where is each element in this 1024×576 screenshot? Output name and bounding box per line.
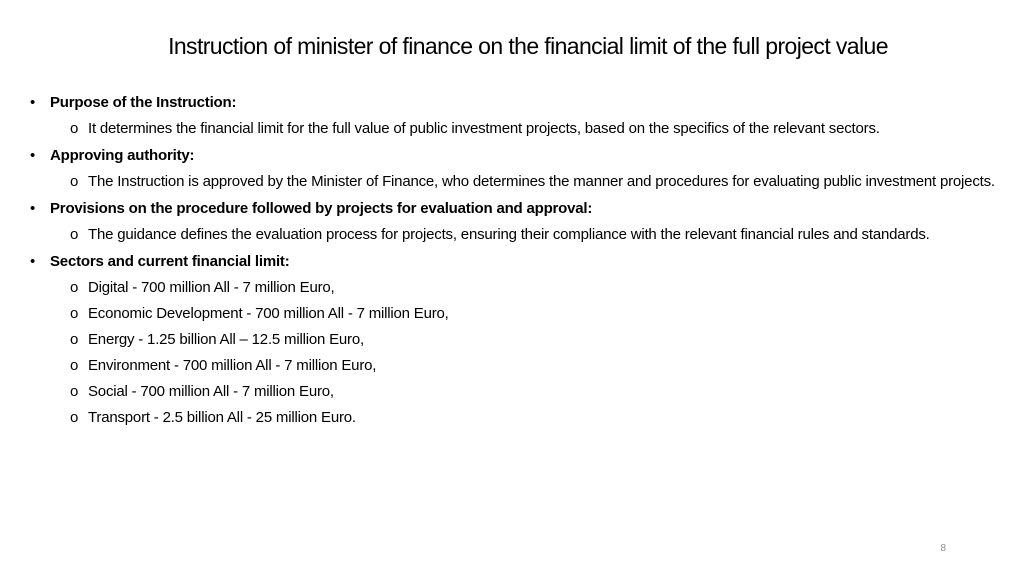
- purpose-text-item: [30, 118, 1010, 139]
- section-heading-purpose: [30, 92, 1010, 113]
- provisions-heading: Provisions on the procedure followed by projects for evaluation and approval:: [50, 200, 593, 217]
- page-number: 8: [940, 543, 946, 554]
- sectors-list: [30, 277, 1010, 428]
- sector-environment: Environment - 700 million All - 7 million Euro,: [88, 357, 377, 374]
- sub-bullet-icon: o: [70, 279, 79, 296]
- bullet-icon: •: [30, 200, 36, 217]
- sub-bullet-icon: o: [70, 305, 79, 322]
- slide-content: [30, 92, 1010, 428]
- list-item: [30, 277, 1010, 298]
- section-heading-sectors: [30, 251, 1010, 272]
- list-item: [30, 407, 1010, 428]
- list-item: [30, 355, 1010, 376]
- authority-text-item: [30, 171, 1010, 192]
- slide-title: Instruction of minister of finance on the financial limit of the full project value: [168, 33, 888, 59]
- purpose-text: It determines the financial limit for the full value of public investment projects, based on the specifics of the relevant sectors.: [88, 120, 880, 137]
- purpose-heading: Purpose of the Instruction:: [50, 94, 237, 111]
- sub-bullet-icon: o: [70, 383, 79, 400]
- list-item: [30, 381, 1010, 402]
- sector-digital: Digital - 700 million All - 7 million Euro,: [88, 279, 335, 296]
- authority-text: The Instruction is approved by the Minister of Finance, who determines the manner and procedures for evaluating public investment projects.: [88, 173, 995, 190]
- sector-energy: Energy - 1.25 billion All – 12.5 million Euro,: [88, 331, 364, 348]
- list-item: [30, 329, 1010, 350]
- provisions-text-item: [30, 224, 1010, 245]
- sub-bullet-icon: o: [70, 331, 79, 348]
- bullet-icon: •: [30, 94, 36, 111]
- sub-bullet-icon: o: [70, 357, 79, 374]
- section-heading-provisions: [30, 198, 1010, 219]
- sector-transport: Transport - 2.5 billion All - 25 million Euro.: [88, 409, 356, 426]
- section-heading-authority: [30, 145, 1010, 166]
- bullet-icon: •: [30, 253, 36, 270]
- sector-social: Social - 700 million All - 7 million Euro,: [88, 383, 334, 400]
- authority-heading: Approving authority:: [50, 147, 195, 164]
- bullet-icon: •: [30, 147, 36, 164]
- sub-bullet-icon: o: [70, 120, 79, 137]
- sectors-heading: Sectors and current financial limit:: [50, 253, 290, 270]
- sub-bullet-icon: o: [70, 409, 79, 426]
- sub-bullet-icon: o: [70, 173, 79, 190]
- sub-bullet-icon: o: [70, 226, 79, 243]
- provisions-text: The guidance defines the evaluation process for projects, ensuring their compliance with the relevant financial rules and standards.: [88, 226, 930, 243]
- list-item: [30, 303, 1010, 324]
- sector-economic-development: Economic Development - 700 million All - 7 million Euro,: [88, 305, 449, 322]
